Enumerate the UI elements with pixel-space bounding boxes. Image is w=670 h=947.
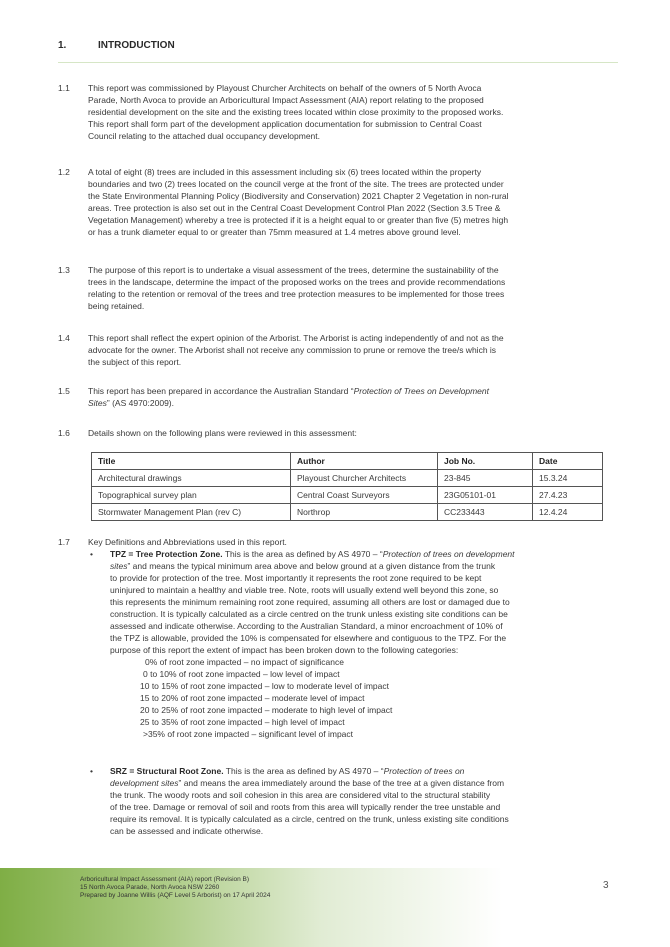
table-cell: Playoust Churcher Architects [291,470,438,487]
paragraph-line: This report shall form part of the development application documentation for submission to Central Coast [88,119,482,129]
paragraph-number: 1.2 [58,167,70,177]
bullet-icon: • [90,549,93,559]
footer-text [80,876,270,900]
column-header: Job No. [438,453,533,470]
table-cell: 27.4.23 [533,487,603,504]
table-cell: 23G05101-01 [438,487,533,504]
paragraph-line: A total of eight (8) trees are included in this assessment including six (6) trees located within the property [88,167,482,177]
paragraph-line [88,397,630,409]
paragraph-number: 1.4 [58,333,70,343]
table-cell: 23-845 [438,470,533,487]
paragraph-number: 1.6 [58,428,70,438]
impact-level: 20 to 25% of root zone impacted – moderate to high level of impact [140,705,393,715]
paragraph-line: This report was commissioned by Playoust Churcher Architects on behalf of the owners of 5 North Avoca [88,83,482,93]
definition-term: TPZ = Tree Protection Zone. [110,549,223,559]
definition-line: this represents the minimum remaining root zone required, assuming all others are lost or damaged due to [110,597,510,607]
table-cell: Stormwater Management Plan (rev C) [92,504,291,521]
footer-line: Arboricultural Impact Assessment (AIA) report (Revision B) [80,876,250,883]
paragraph-line: the State Environmental Planning Policy (Biodiversity and Conservation) 2021 Chapter 2 Vegetation in non-rural [88,191,509,201]
definition-line: construction. It is typically calculated as a circle centred on the trunk unless existing site conditions can be [110,609,508,619]
paragraph-line: Key Definitions and Abbreviations used in this report. [88,537,287,547]
impact-level: >35% of root zone impacted – significant level of impact [143,729,354,739]
table-row [92,504,603,521]
table-row [92,487,603,504]
paragraph-text: ” (AS 4970:2009). [106,398,175,408]
paragraph-line: trees in the landscape, determine the impact of the proposed works on the trees and provide recommendations [88,277,506,287]
standard-title: Protection of Trees on Development [353,386,490,396]
paragraph-1-2 [58,166,630,238]
paragraph-line: The purpose of this report is to undertake a visual assessment of the trees, determine the sustainability of the [88,265,499,275]
definition-line: to provide for protection of the tree. Most importantly it represents the root zone required to be kept [110,573,482,583]
table-cell: Topographical survey plan [92,487,291,504]
table-header-row [92,453,603,470]
definition-text: ” and means the area immediately around the base of the tree at a given distance from [178,778,505,788]
paragraph-1-7 [58,536,630,548]
table-cell: CC233443 [438,504,533,521]
definition-line: the trunk. The woody roots and soil cohesion in this area are considered vital to the structural stability [110,790,491,800]
paragraph-line: advocate for the owner. The Arborist shall not receive any commission to prune or remove the tree/s which is [88,345,497,355]
impact-level: 0% of root zone impacted – no impact of significance [145,657,344,667]
paragraph-1-5 [58,385,630,409]
paragraph-line: being retained. [88,301,145,311]
plans-table [91,452,603,521]
impact-level: 0 to 10% of root zone impacted – low level of impact [143,669,340,679]
paragraph-line: boundaries and two (2) trees located on the council verge at the front of the site. The trees are protected under [88,179,504,189]
impact-level: 10 to 15% of root zone impacted – low to moderate level of impact [140,681,389,691]
definition-line: assessed and indicate otherwise. According to the Australian Standard, a minor encroachment of 10% of [110,621,503,631]
page-number: 3 [603,880,609,891]
standard-title: Protection of trees on [383,766,465,776]
table-cell: Central Coast Surveyors [291,487,438,504]
definition-line [110,765,630,777]
definition-line [110,777,630,789]
impact-level: 15 to 20% of root zone impacted – moderate level of impact [140,693,365,703]
definition-text: This is the area as defined by AS 4970 – “ [223,766,384,776]
section-number: 1. [58,40,67,51]
definition-srz [90,765,630,837]
bullet-icon: • [90,766,93,776]
paragraph-1-4 [58,332,630,368]
standard-title-cont: development sites [110,778,179,788]
paragraph-number: 1.1 [58,83,70,93]
definition-line: uninjured to maintain a healthy and viable tree. Note, roots will usually extend well beyond this zone, so [110,585,499,595]
column-header: Title [92,453,291,470]
paragraph-line: relating to the retention or removal of the trees and tree protection measures to be implemented for those trees [88,289,505,299]
column-header: Date [533,453,603,470]
standard-title-cont: sites [110,561,128,571]
paragraph-line: the subject of this report. [88,357,182,367]
paragraph-line: Parade, North Avoca to provide an Arboricultural Impact Assessment (AIA) report relating to the proposed [88,95,484,105]
definition-tpz [90,548,630,740]
impact-levels-list [140,656,630,740]
definition-line [110,560,630,572]
definition-line: require its removal. It is typically calculated as a circle, centred on the trunk, unless existing site conditions [110,814,509,824]
paragraph-1-1 [58,82,630,142]
paragraph-1-3 [58,264,630,312]
definition-text: This is the area as defined by AS 4970 – “ [222,549,383,559]
paragraph-line [88,385,630,397]
table-cell: Architectural drawings [92,470,291,487]
standard-title: Protection of trees on development [382,549,515,559]
table-row [92,470,603,487]
impact-level: 25 to 35% of root zone impacted – high level of impact [140,717,345,727]
section-title: INTRODUCTION [98,40,175,51]
paragraph-1-6 [58,427,630,439]
table-cell: 15.3.24 [533,470,603,487]
paragraph-number: 1.3 [58,265,70,275]
paragraph-line: or has a trunk diameter equal to or greater than 75mm measured at 1.4 metres above ground level. [88,227,461,237]
paragraph-text: This report has been prepared in accordance the Australian Standard “ [88,386,354,396]
definition-term: SRZ = Structural Root Zone. [110,766,224,776]
paragraph-line: Council relating to the attached dual occupancy development. [88,131,321,141]
paragraph-number: 1.5 [58,386,70,396]
footer-line: Prepared by Joanne Willis (AQF Level 5 Arborist) on 17 April 2024 [80,892,271,899]
paragraph-line: Vegetation Management) whereby a tree is protected if it is a height equal to or greater than five (5) metres high [88,215,509,225]
column-header: Author [291,453,438,470]
section-heading [58,40,618,63]
paragraph-line: areas. Tree protection is also set out in the Central Coast Development Control Plan 2022 (Section 3.5 Tree & [88,203,501,213]
paragraph-line: This report shall reflect the expert opinion of the Arborist. The Arborist is acting independently of and not as the [88,333,504,343]
definition-text: ” and means the typical minimum area above and below ground at a given distance from the trunk [127,561,496,571]
definition-line: purpose of this report the extent of impact has been broken down to the following categories: [110,645,459,655]
paragraph-line: residential development on the site and the existing trees located within close proximity to the proposed works. [88,107,504,117]
standard-title-cont: Sites [88,398,107,408]
footer-line: 15 North Avoca Parade, North Avoca NSW 2260 [80,884,220,891]
table-cell: Northrop [291,504,438,521]
paragraph-number: 1.7 [58,537,70,547]
table-cell: 12.4.24 [533,504,603,521]
definition-line [110,548,630,560]
definition-line: can be assessed and indicate otherwise. [110,826,264,836]
definition-line: of the tree. Damage or removal of soil and roots from this area will typically render the tree unstable and [110,802,501,812]
definition-line: the TPZ is allowable, provided the 10% is compensated for elsewhere and contiguous to the TPZ. For the [110,633,507,643]
paragraph-line: Details shown on the following plans were reviewed in this assessment: [88,428,357,438]
